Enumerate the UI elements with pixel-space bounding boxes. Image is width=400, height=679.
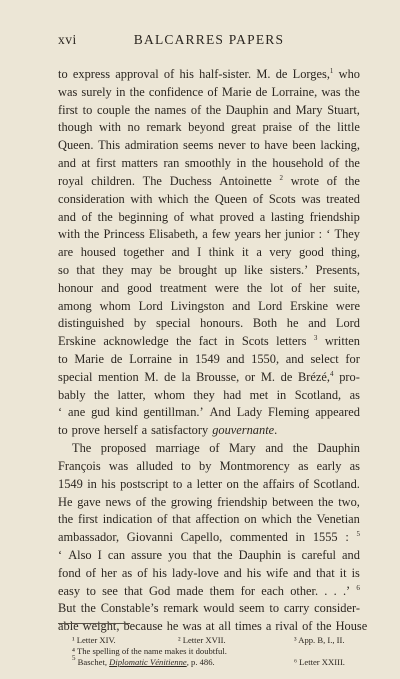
footnote-row — [58, 646, 360, 657]
text-line: are housed together and I think it a very good thing, — [58, 245, 360, 260]
text-line: bably the latter, whom they had met in Scotland, as — [58, 387, 360, 402]
body-text — [58, 66, 368, 636]
footnote-5: $^5$ Baschet, Diplomatic Vénitienne, p. 486. — [72, 654, 215, 667]
text-line: distinguished by special honours. Both he and Lord — [58, 316, 360, 331]
footnote-4: ⁴ The spelling of the name makes it doubtful. — [72, 646, 227, 656]
page-number: xvi — [58, 32, 77, 47]
text-line: though with no remark beyond great praise of the little — [58, 120, 360, 135]
text-line: Queen. This admiration seems never to have been lacking, — [58, 138, 360, 153]
text-line: fond of her as of his lady-love and his wife and that it is — [58, 565, 360, 580]
running-title: BALCARRES PAPERS — [133, 32, 285, 47]
text-line: consideration with which the Queen of Scots was treated — [58, 191, 360, 206]
text-line: special mention M. de la Brousse, or M. de Brézé,$^4$ pro- — [58, 369, 360, 384]
footnote-2: ² Letter XVII. — [178, 635, 226, 645]
text-line: the first indication of that affection on which the Venetian — [58, 512, 360, 527]
text-line: François was alluded to by Montmorency as early as — [58, 458, 360, 473]
text-line: 1549 in his postscript to a letter on the affairs of Scotland. — [58, 476, 360, 491]
footnotes — [58, 635, 360, 668]
text-line: ‘ ane gud kind gentillman.’ And Lady Fleming appeared — [58, 405, 360, 420]
text-line: able weight, because he was at all times a rival of the House — [58, 619, 368, 634]
footnote-1: ¹ Letter XIV. — [72, 635, 116, 645]
footnote-rule — [58, 623, 130, 624]
footnote-3: ³ App. B, I., II. — [294, 635, 345, 645]
footnote-6: ⁶ Letter XXIII. — [294, 657, 345, 667]
text-line: He gave news of the growing friendship between the two, — [58, 494, 360, 509]
page-header — [58, 32, 360, 52]
text-line: to express approval of his half-sister. M. de Lorges,$^1$ who — [58, 67, 360, 81]
text-line: royal children. The Duchess Antoinette $^2$ wrote of the — [58, 173, 360, 188]
text-line: to Marie de Lorraine in 1549 and 1550, and select for — [58, 352, 360, 366]
footnote-row — [58, 635, 360, 646]
text-line: easy to see that God made them for each other. . . .’ $^6$ — [58, 583, 360, 598]
text-line: But the Constable’s remark would seem to carry consider- — [58, 601, 360, 616]
footnote-row — [58, 654, 360, 668]
text-line: The proposed marriage of Mary and the Dauphin — [72, 441, 360, 456]
text-line: Erskine acknowledge the fact in Scots letters $^3$ written — [58, 334, 360, 349]
text-line: with the Princess Elisabeth, a few years her junior : ‘ They — [58, 227, 360, 242]
text-line: among whom Lord Livingston and Lord Erskine were — [58, 298, 360, 313]
text-line: and at first matters ran smoothly in the household of the — [58, 156, 360, 171]
text-line: to prove herself a satisfactory gouvernante. — [58, 423, 278, 438]
text-line: honour and good treatment were the lot of her suite, — [58, 280, 360, 295]
text-line: ambassador, Giovanni Capello, commented in 1555 : $^5$ — [58, 530, 360, 545]
text-line: so that they may be brought up like sisters.’ Presents, — [58, 262, 360, 277]
text-line: ‘ Also I can assure you that the Dauphin is careful and — [58, 547, 360, 562]
text-line: first to couple the names of the Dauphin and Mary Stuart, — [58, 102, 360, 117]
text-line: and of the beginning of what proved a lasting friendship — [58, 209, 360, 224]
text-line: was surely in the confidence of Marie de Lorraine, was the — [58, 84, 360, 99]
